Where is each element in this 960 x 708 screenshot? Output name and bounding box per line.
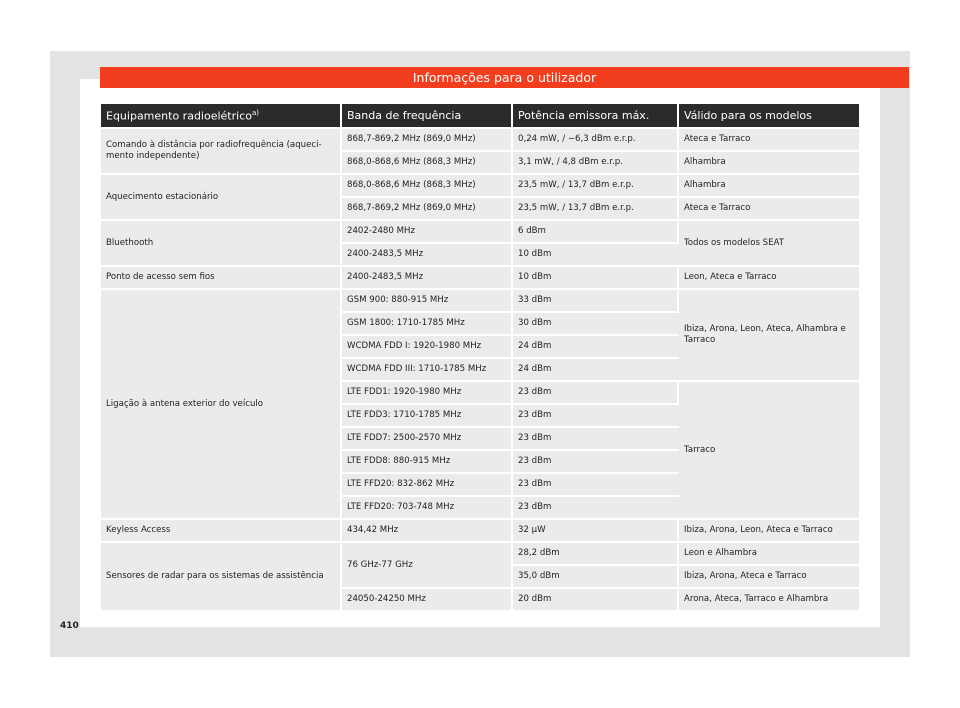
table-row — [101, 543, 859, 564]
band-cell: 2402-2480 MHz — [342, 221, 513, 242]
power-cell: 23,5 mW, / 13,7 dBm e.r.p. — [513, 198, 679, 219]
power-cell: 23 dBm — [513, 451, 679, 472]
table-row — [101, 290, 859, 311]
models-cell: Ibiza, Arona, Leon, Ateca e Tarraco — [679, 520, 859, 541]
models-cell: Alhambra — [679, 175, 859, 196]
equipment-cell: Keyless Access — [101, 520, 342, 541]
radio-equipment-table — [101, 102, 859, 612]
table-row — [101, 520, 859, 541]
band-cell: 868,7-869,2 MHz (869,0 MHz) — [342, 198, 513, 219]
page-number: 410 — [60, 621, 79, 631]
models-cell: Todos os modelos SEAT — [679, 221, 859, 265]
power-cell: 32 µW — [513, 520, 679, 541]
band-cell: LTE FDD8: 880-915 MHz — [342, 451, 513, 472]
band-cell: 868,0-868,6 MHz (868,3 MHz) — [342, 175, 513, 196]
equipment-cell: Ponto de acesso sem fios — [101, 267, 342, 288]
models-cell: Ibiza, Arona, Leon, Ateca, Alhambra e Tarraco — [679, 290, 859, 380]
table-row — [101, 129, 859, 150]
power-cell: 23 dBm — [513, 382, 679, 403]
band-cell: 868,7-869,2 MHz (869,0 MHz) — [342, 129, 513, 150]
footnote-marker: a) — [251, 108, 260, 117]
power-cell: 23 dBm — [513, 474, 679, 495]
band-cell: LTE FDD3: 1710-1785 MHz — [342, 405, 513, 426]
models-cell: Arona, Ateca, Tarraco e Alhambra — [679, 589, 859, 610]
models-cell: Ateca e Tarraco — [679, 198, 859, 219]
column-header-models: Válido para os modelos — [679, 104, 859, 127]
power-cell: 35,0 dBm — [513, 566, 679, 587]
band-cell: 24050-24250 MHz — [342, 589, 513, 610]
band-cell: LTE FDD7: 2500-2570 MHz — [342, 428, 513, 449]
power-cell: 10 dBm — [513, 244, 679, 265]
column-header-power: Potência emissora máx. — [513, 104, 679, 127]
power-cell: 23 dBm — [513, 405, 679, 426]
table-header-row — [101, 104, 859, 127]
band-cell: LTE FDD1: 1920-1980 MHz — [342, 382, 513, 403]
equipment-cell: Bluethooth — [101, 221, 342, 265]
table-row — [101, 221, 859, 242]
power-cell: 23 dBm — [513, 497, 679, 518]
band-cell: WCDMA FDD III: 1710-1785 MHz — [342, 359, 513, 380]
power-cell: 28,2 dBm — [513, 543, 679, 564]
power-cell: 30 dBm — [513, 313, 679, 334]
band-cell: WCDMA FDD I: 1920-1980 MHz — [342, 336, 513, 357]
band-cell: LTE FFD20: 832-862 MHz — [342, 474, 513, 495]
section-title: Informações para o utilizador — [100, 67, 909, 88]
column-header-band: Banda de frequência — [342, 104, 513, 127]
models-cell: Ateca e Tarraco — [679, 129, 859, 150]
models-cell: Alhambra — [679, 152, 859, 173]
band-cell: LTE FFD20: 703-748 MHz — [342, 497, 513, 518]
models-cell: Leon e Alhambra — [679, 543, 859, 564]
equipment-cell: Ligação à antena exterior do veículo — [101, 290, 342, 518]
equipment-cell: Comando à distância por radiofrequência (aquecimento independente) — [101, 129, 342, 173]
power-cell: 23 dBm — [513, 428, 679, 449]
models-cell: Ibiza, Arona, Ateca e Tarraco — [679, 566, 859, 587]
power-cell: 10 dBm — [513, 267, 679, 288]
table-row — [101, 175, 859, 196]
band-cell: GSM 1800: 1710-1785 MHz — [342, 313, 513, 334]
band-cell: GSM 900: 880-915 MHz — [342, 290, 513, 311]
models-cell: Tarraco — [679, 382, 859, 518]
equipment-cell: Aquecimento estacionário — [101, 175, 342, 219]
power-cell: 0,24 mW, / −6,3 dBm e.r.p. — [513, 129, 679, 150]
power-cell: 23,5 mW, / 13,7 dBm e.r.p. — [513, 175, 679, 196]
table-row — [101, 267, 859, 288]
power-cell: 24 dBm — [513, 336, 679, 357]
band-cell: 434,42 MHz — [342, 520, 513, 541]
models-cell: Leon, Ateca e Tarraco — [679, 267, 859, 288]
power-cell: 3,1 mW, / 4,8 dBm e.r.p. — [513, 152, 679, 173]
band-cell: 76 GHz-77 GHz — [342, 543, 513, 587]
power-cell: 33 dBm — [513, 290, 679, 311]
band-cell: 868,0-868,6 MHz (868,3 MHz) — [342, 152, 513, 173]
power-cell: 24 dBm — [513, 359, 679, 380]
band-cell: 2400-2483,5 MHz — [342, 267, 513, 288]
equipment-cell: Sensores de radar para os sistemas de assistência — [101, 543, 342, 610]
column-header-equipment: Equipamento radioelétrico$^{a)}$ — [101, 104, 342, 127]
power-cell: 20 dBm — [513, 589, 679, 610]
band-cell: 2400-2483,5 MHz — [342, 244, 513, 265]
power-cell: 6 dBm — [513, 221, 679, 242]
